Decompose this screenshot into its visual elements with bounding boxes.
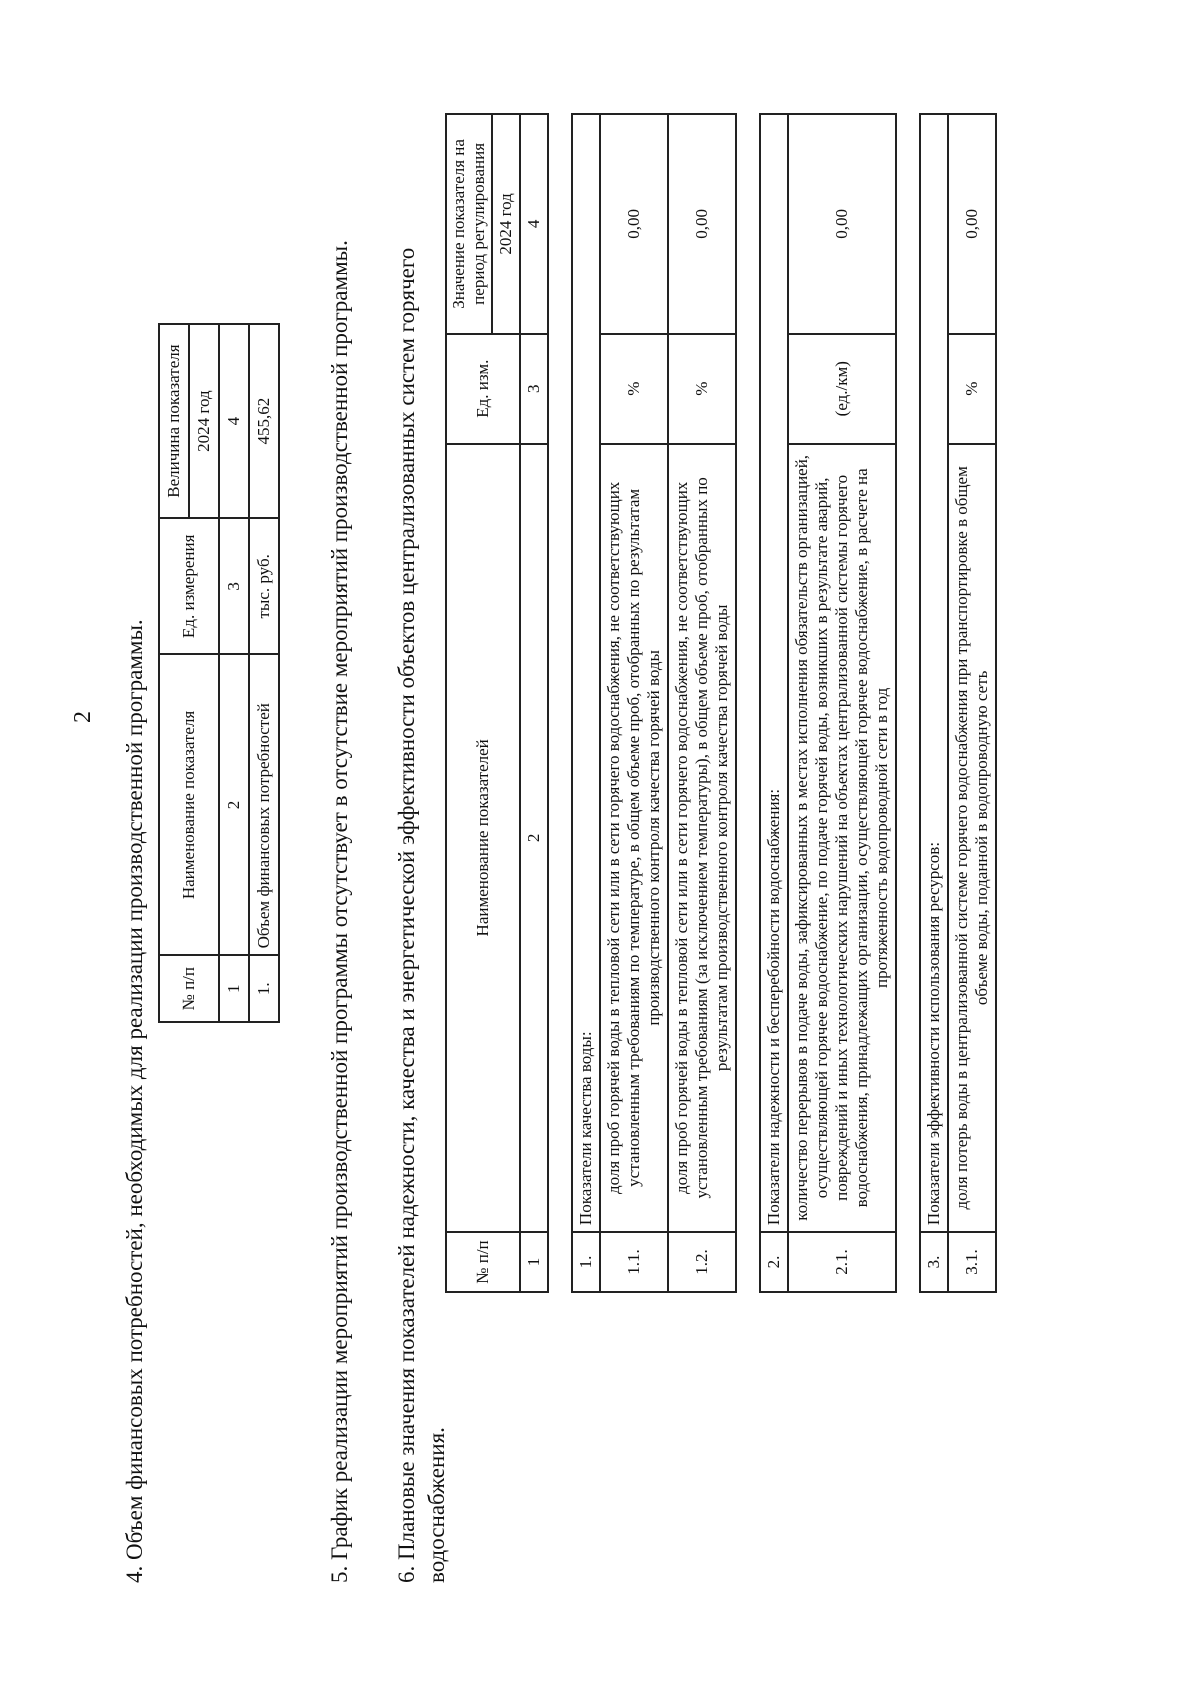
table-row — [948, 114, 996, 1292]
financial-needs-table — [158, 323, 280, 1023]
col-header-num: № п/п — [159, 955, 219, 1022]
group-num: 1. — [572, 1232, 600, 1292]
table-row — [668, 114, 736, 1292]
row-name: доля потерь воды в централизованной системе горячего водоснабжения при транспортировке в общем объеме воды, поданной в водопроводную сеть — [948, 444, 996, 1232]
index-cell: 3 — [520, 334, 548, 444]
row-name: количество перерывов в подаче воды, зафиксированных в местах исполнения обязательств организацией, осуществляющей горячее водоснабжение, по подаче горячей воды, возникших в результате аварий, повреждений и иных технологических нарушений на объектах централизованной системы горячего водоснабжения, принадлежащих организации, осуществляющей горячее водоснабжение, в расчете на протяженность водопроводной сети в год — [788, 444, 896, 1232]
col-header-year: 2024 год — [189, 324, 219, 518]
table-spacer — [896, 114, 920, 1292]
col-header-name: Наименование показателя — [159, 654, 219, 955]
group-title: Показатели качества воды: — [572, 114, 600, 1232]
group-num: 3. — [920, 1232, 948, 1292]
indicators-table — [445, 113, 997, 1293]
row-value: 0,00 — [948, 114, 996, 334]
table-header-row — [446, 114, 492, 1292]
row-name: доля проб горячей воды в тепловой сети или в сети горячего водоснабжения, не соответствующих установленным требованиям (за исключением температуры), в общем объеме проб, отобранных по результатам производственного контроля качества горячей воды — [668, 444, 736, 1232]
page-number: 2 — [70, 711, 96, 723]
index-cell: 2 — [520, 444, 548, 1232]
table-index-row — [219, 324, 249, 1022]
row-value: 0,00 — [788, 114, 896, 334]
group-row — [760, 114, 788, 1292]
row-unit: % — [668, 334, 736, 444]
row-value: 0,00 — [668, 114, 736, 334]
group-title: Показатели надежности и бесперебойности водоснабжения: — [760, 114, 788, 1232]
table-index-row — [520, 114, 548, 1292]
group-num: 2. — [760, 1232, 788, 1292]
row-unit: % — [948, 334, 996, 444]
col-header-year: 2024 год — [492, 114, 520, 334]
row-name: доля проб горячей воды в тепловой сети или в сети горячего водоснабжения, не соответствующих установленным требованиям по температуре, в общем объеме проб, отобранных по результатам производственного контроля качества горячей воды — [600, 444, 668, 1232]
table-spacer — [736, 114, 760, 1292]
table-row — [249, 324, 279, 1022]
section-5-text: 5. График реализации мероприятий производственной программы отсутствует в отсутствие мероприятий производственной программы. — [327, 240, 352, 1583]
col-header-unit: Ед. изм. — [446, 334, 520, 444]
group-row — [572, 114, 600, 1292]
col-header-value: Величина показателя — [159, 324, 189, 518]
section-6-heading: 6. Плановые значения показателей надежности, качества и энергетической эффективности объектов централизованных систем горячего водоснабжения. — [394, 247, 449, 1583]
group-title: Показатели эффективности использования ресурсов: — [920, 114, 948, 1232]
row-num: 3.1. — [948, 1232, 996, 1292]
row-value: 0,00 — [600, 114, 668, 334]
col-header-name: Наименование показателей — [446, 444, 520, 1232]
group-row — [920, 114, 948, 1292]
table-header-row — [159, 324, 189, 1022]
table-spacer — [548, 114, 572, 1292]
row-unit: тыс. руб. — [249, 518, 279, 654]
table-row — [600, 114, 668, 1292]
index-cell: 3 — [219, 518, 249, 654]
table-row — [788, 114, 896, 1292]
col-header-unit: Ед. измерения — [159, 518, 219, 654]
index-cell: 2 — [219, 654, 249, 955]
row-num: 1.1. — [600, 1232, 668, 1292]
row-value: 455,62 — [249, 324, 279, 518]
col-header-value: Значение показателя на период регулирования — [446, 114, 492, 334]
row-unit: (ед./км) — [788, 334, 896, 444]
row-num: 1.2. — [668, 1232, 736, 1292]
row-num: 2.1. — [788, 1232, 896, 1292]
index-cell: 1 — [520, 1232, 548, 1292]
index-cell: 4 — [219, 324, 249, 518]
col-header-num: № п/п — [446, 1232, 520, 1292]
row-unit: % — [600, 334, 668, 444]
index-cell: 4 — [520, 114, 548, 334]
index-cell: 1 — [219, 955, 249, 1022]
section-4-heading: 4. Объем финансовых потребностей, необходимых для реализации производственной программы. — [122, 619, 147, 1583]
row-name: Объем финансовых потребностей — [249, 654, 279, 955]
row-num: 1. — [249, 955, 279, 1022]
